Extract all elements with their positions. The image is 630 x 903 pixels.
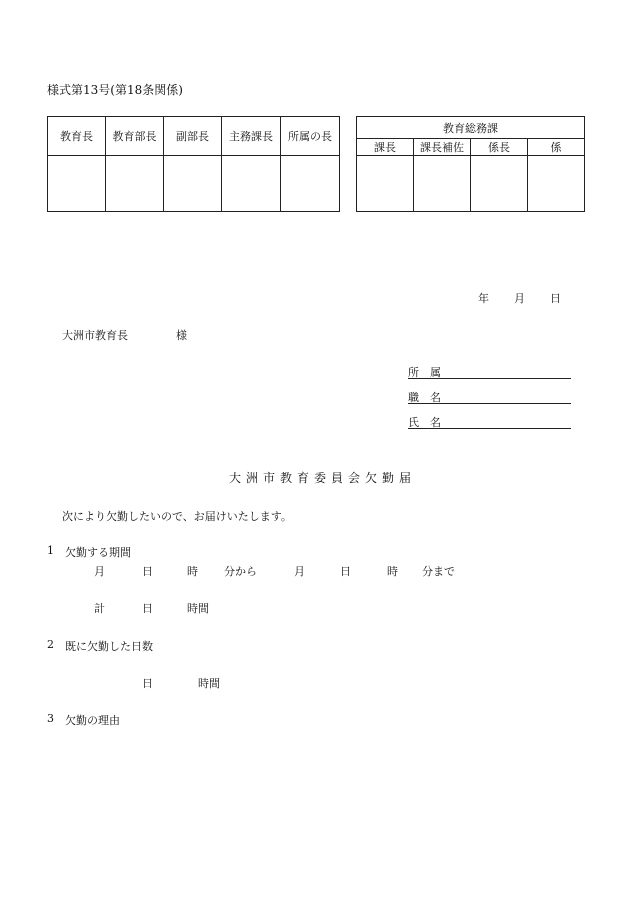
date-year-label: 年 <box>478 292 489 305</box>
addressee-name: 大洲市教育長 <box>62 329 128 342</box>
stamp-cell-education-director[interactable] <box>106 156 164 212</box>
approval-table-left <box>47 116 340 212</box>
stamp-cell-section-chief[interactable] <box>222 156 281 212</box>
from-hour-label: 時 <box>187 565 198 578</box>
name-field[interactable] <box>408 428 571 429</box>
to-day-label: 日 <box>340 565 351 578</box>
section1-number: 1 <box>47 544 54 557</box>
header-section-chief: 主務課長 <box>222 117 281 156</box>
addressee-honorific: 様 <box>176 329 187 342</box>
to-hour-label: 時 <box>387 565 398 578</box>
absent-day-label: 日 <box>142 677 153 690</box>
from-minute-label: 分から <box>224 565 257 578</box>
affiliation-field[interactable] <box>408 378 571 379</box>
name-label: 氏 名 <box>408 416 441 429</box>
from-day-label: 日 <box>142 565 153 578</box>
position-label: 職 名 <box>408 391 441 404</box>
stamp-cell-deputy-director[interactable] <box>164 156 222 212</box>
header-department-head: 所属の長 <box>281 117 340 156</box>
date-month-label: 月 <box>514 292 525 305</box>
total-label: 計 <box>94 602 105 615</box>
stamp-cell-chief[interactable] <box>471 156 528 212</box>
section3-heading: 欠勤の理由 <box>65 714 120 727</box>
form-number: 様式第13号(第18条関係) <box>47 83 183 97</box>
section2-heading: 既に欠勤した日数 <box>65 640 153 653</box>
header-superintendent: 教育長 <box>48 117 106 156</box>
position-field[interactable] <box>408 403 571 404</box>
approval-table-right <box>356 116 585 212</box>
intro-text: 次により欠勤したいので、お届けいたします。 <box>62 510 292 523</box>
absent-hours-label: 時間 <box>198 677 220 690</box>
date-day-label: 日 <box>550 292 561 305</box>
stamp-cell-department-head[interactable] <box>281 156 340 212</box>
header-education-director: 教育部長 <box>106 117 164 156</box>
section2-number: 2 <box>47 638 54 651</box>
stamp-cell-superintendent[interactable] <box>48 156 106 212</box>
stamp-cell-assistant-manager[interactable] <box>414 156 471 212</box>
general-affairs-title: 教育総務課 <box>357 117 585 139</box>
header-assistant-manager: 課長補佐 <box>414 139 471 156</box>
section1-heading: 欠勤する期間 <box>65 546 131 559</box>
stamp-cell-staff[interactable] <box>528 156 585 212</box>
header-staff: 係 <box>528 139 585 156</box>
document-title: 大洲市教育委員会欠勤届 <box>229 471 417 485</box>
total-day-label: 日 <box>142 602 153 615</box>
to-minute-label: 分まで <box>422 565 455 578</box>
header-manager: 課長 <box>357 139 414 156</box>
header-chief: 係長 <box>471 139 528 156</box>
stamp-cell-manager[interactable] <box>357 156 414 212</box>
header-deputy-director: 副部長 <box>164 117 222 156</box>
total-hours-label: 時間 <box>187 602 209 615</box>
to-month-label: 月 <box>294 565 305 578</box>
section3-number: 3 <box>47 712 54 725</box>
affiliation-label: 所 属 <box>408 366 441 379</box>
from-month-label: 月 <box>94 565 105 578</box>
